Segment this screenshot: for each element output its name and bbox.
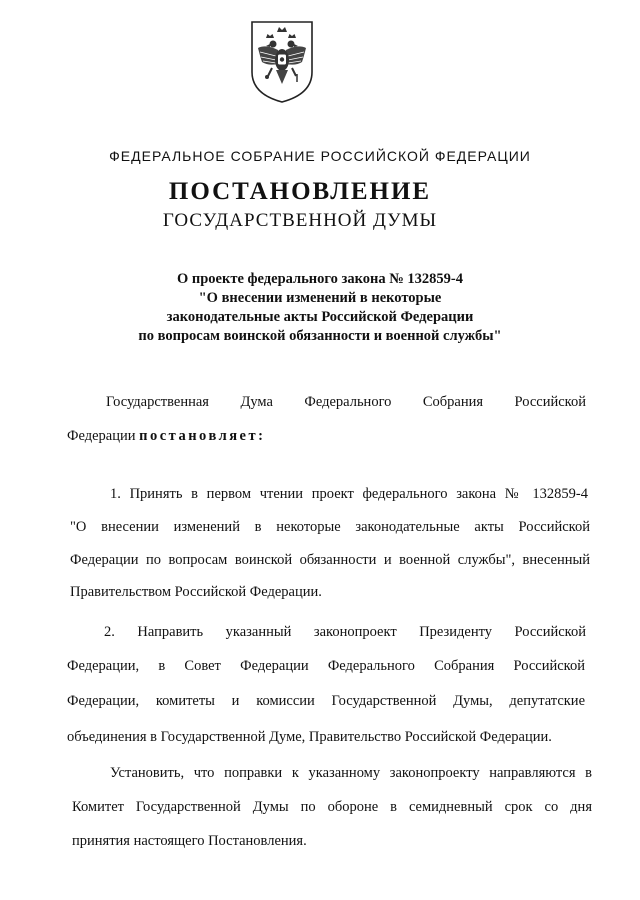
document-type-title: ПОСТАНОВЛЕНИЕ	[168, 178, 432, 205]
paragraph-line: Установить, что поправки к указанному законопроекту направляются в	[110, 765, 592, 781]
preamble-line-1-block	[106, 392, 586, 413]
heading-line: О проекте федерального закона № 132859-4	[176, 271, 464, 287]
paragraph-line: Федерации, комитеты и комиссии Государственной Думы, депутатские	[67, 693, 585, 709]
paragraph-3-rest	[72, 797, 592, 852]
paragraph-line: "О внесении изменений в некоторые законодательные акты Российской	[70, 519, 590, 535]
heading-line: законодательные акты Российской Федерации	[166, 309, 474, 325]
decision-keyword: постановляет:	[139, 428, 266, 444]
resolution-heading	[0, 270, 640, 346]
preamble-prefix: Федерации	[67, 428, 136, 444]
paragraph-line: Федерации по вопросам воинской обязанности и военной службы", внесенный	[70, 552, 590, 568]
preamble-line-2-block	[67, 426, 587, 447]
paragraph-line: принятия настоящего Постановления.	[72, 833, 307, 849]
paragraph-3-first	[110, 763, 592, 784]
preamble-line: Государственная Дума Федерального Собрания Российской	[106, 394, 586, 410]
heading-line: "О внесении изменений в некоторые	[198, 290, 442, 306]
paragraph-line: 1. Принять в первом чтении проект федерального закона № 132859-4	[110, 486, 588, 502]
paragraph-line: Федерации, в Совет Федерации Федерального Собрания Российской	[67, 658, 585, 674]
paragraph-line: Комитет Государственной Думы по обороне в семидневный срок со дня	[72, 799, 592, 815]
organization-name: ФЕДЕРАЛЬНОЕ СОБРАНИЕ РОССИЙСКОЙ ФЕДЕРАЦИИ	[109, 148, 531, 164]
paragraph-line: Правительством Российской Федерации.	[70, 584, 322, 600]
paragraph-2-rest	[67, 656, 585, 748]
paragraph-2-first	[104, 622, 586, 643]
heading-line: по вопросам воинской обязанности и военной службы"	[138, 328, 502, 344]
paragraph-line: 2. Направить указанный законопроект Президенту Российской	[104, 624, 586, 640]
preamble-line	[67, 426, 587, 447]
state-emblem	[248, 18, 316, 106]
paragraph-1-rest	[70, 517, 590, 603]
paragraph-1-first	[110, 484, 588, 505]
paragraph-line: объединения в Государственной Думе, Правительство Российской Федерации.	[67, 729, 552, 745]
issuer-subtitle: ГОСУДАРСТВЕННОЙ ДУМЫ	[162, 210, 438, 231]
double-headed-eagle-icon	[248, 18, 316, 106]
